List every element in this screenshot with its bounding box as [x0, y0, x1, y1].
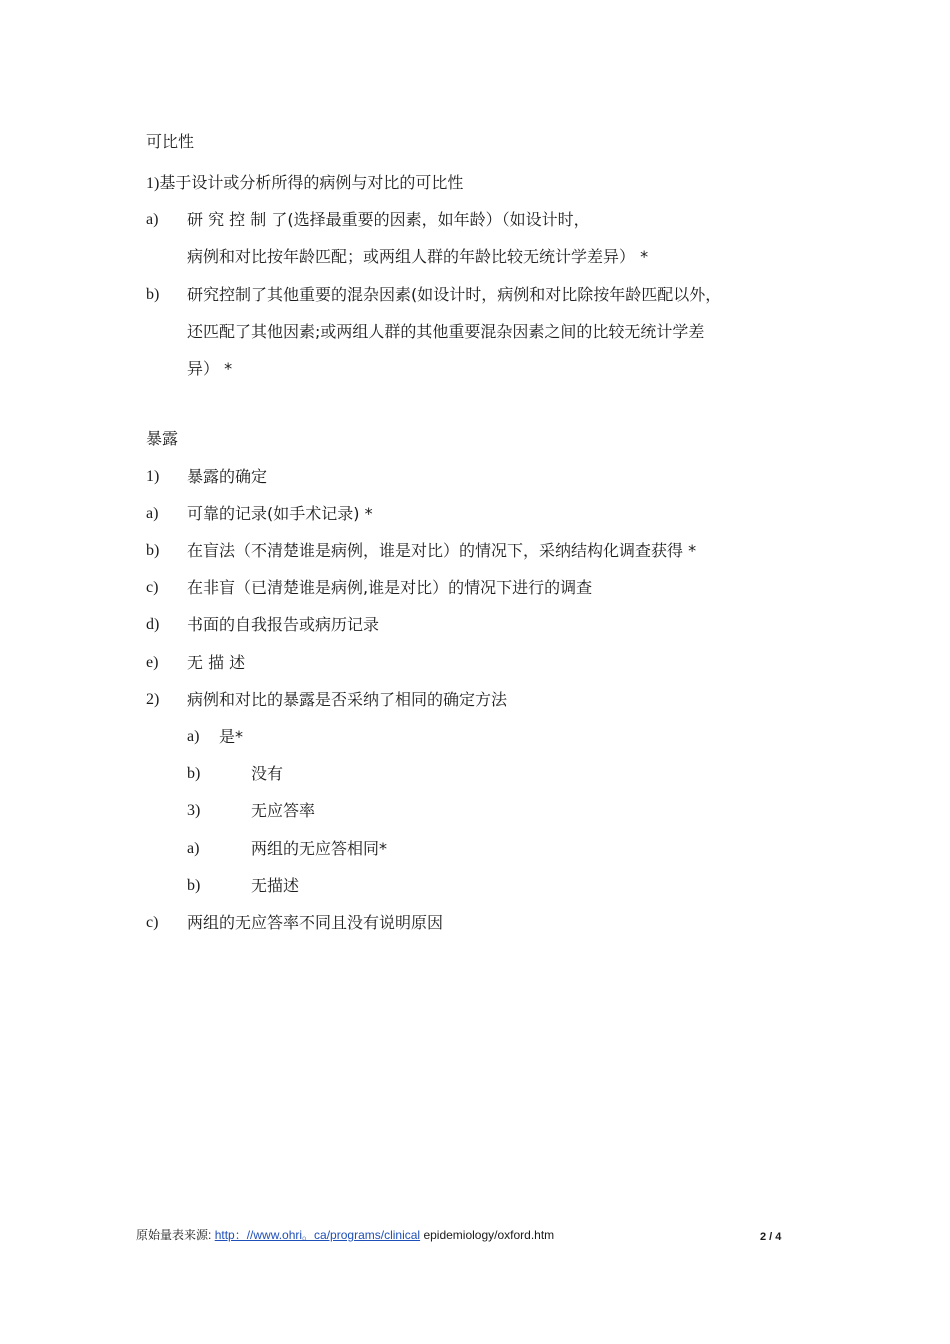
list-marker-b: b) [146, 542, 160, 559]
list-marker: 1) [146, 175, 160, 192]
footer-source-link[interactable]: http：//www.ohri。ca/programs/clinical [214, 1228, 421, 1242]
list-marker-a: a) [187, 728, 200, 745]
list-item-text: 无 描 述 [187, 653, 246, 672]
list-item-text: 两组的无应答相同* [251, 839, 388, 858]
list-marker-d: d) [146, 616, 160, 633]
list-item-comparability-1 [146, 172, 463, 195]
list-marker-3: 3) [187, 802, 201, 819]
list-item-text: 两组的无应答率不同且没有说明原因 [187, 913, 444, 932]
list-item-text: 无描述 [251, 876, 300, 895]
list-item-text: 研究控制了其他重要的混杂因素(如设计时，病例和对比除按年龄匹配以外， [187, 285, 722, 304]
footer-source-path: epidemiology/oxford.htm [423, 1228, 555, 1242]
list-item-text-continued: 还匹配了其他因素;或两组人群的其他重要混杂因素之间的比较无统计学差 [187, 322, 705, 341]
list-item-text: 病例和对比的暴露是否采纳了相同的确定方法 [187, 690, 508, 709]
list-item-text: 基于设计或分析所得的病例与对比的可比性 [159, 173, 464, 192]
list-marker-c: c) [146, 914, 159, 931]
list-marker-1: 1) [146, 468, 160, 485]
list-marker-c: c) [146, 579, 159, 596]
list-item-text: 在盲法（不清楚谁是病例，谁是对比）的情况下，采纳结构化调查获得 * [187, 541, 697, 560]
list-marker-b: b) [146, 286, 160, 303]
list-marker-a: a) [146, 505, 159, 522]
list-marker-a: a) [146, 211, 159, 228]
page-number: 2 / 4 [760, 1231, 782, 1243]
section-heading-comparability: 可比性 [146, 132, 195, 151]
list-item-text: 暴露的确定 [187, 467, 268, 486]
list-item-text: 无应答率 [251, 801, 316, 820]
list-item-text: 在非盲（已清楚谁是病例,谁是对比）的情况下进行的调查 [187, 578, 593, 597]
list-marker-e: e) [146, 654, 159, 671]
list-item-text: 书面的自我报告或病历记录 [187, 615, 380, 634]
list-item-text: 研 究 控 制 了(选择最重要的因素，如年龄）（如设计时， [187, 210, 590, 229]
section-heading-exposure: 暴露 [146, 429, 179, 448]
list-marker-a: a) [187, 840, 200, 857]
list-marker-2: 2) [146, 691, 160, 708]
list-item-text: 没有 [251, 764, 284, 783]
list-item-text-continued: 异） * [187, 359, 233, 378]
list-item-text: 可靠的记录(如手术记录) * [187, 504, 373, 523]
footer-source-label: 原始量表来源: [136, 1228, 212, 1242]
list-item-text-continued: 病例和对比按年龄匹配；或两组人群的年龄比较无统计学差异） * [187, 247, 649, 266]
list-marker-b: b) [187, 765, 201, 782]
list-marker-b: b) [187, 877, 201, 894]
page-footer [136, 1226, 554, 1244]
list-item-text: 是* [219, 727, 244, 746]
